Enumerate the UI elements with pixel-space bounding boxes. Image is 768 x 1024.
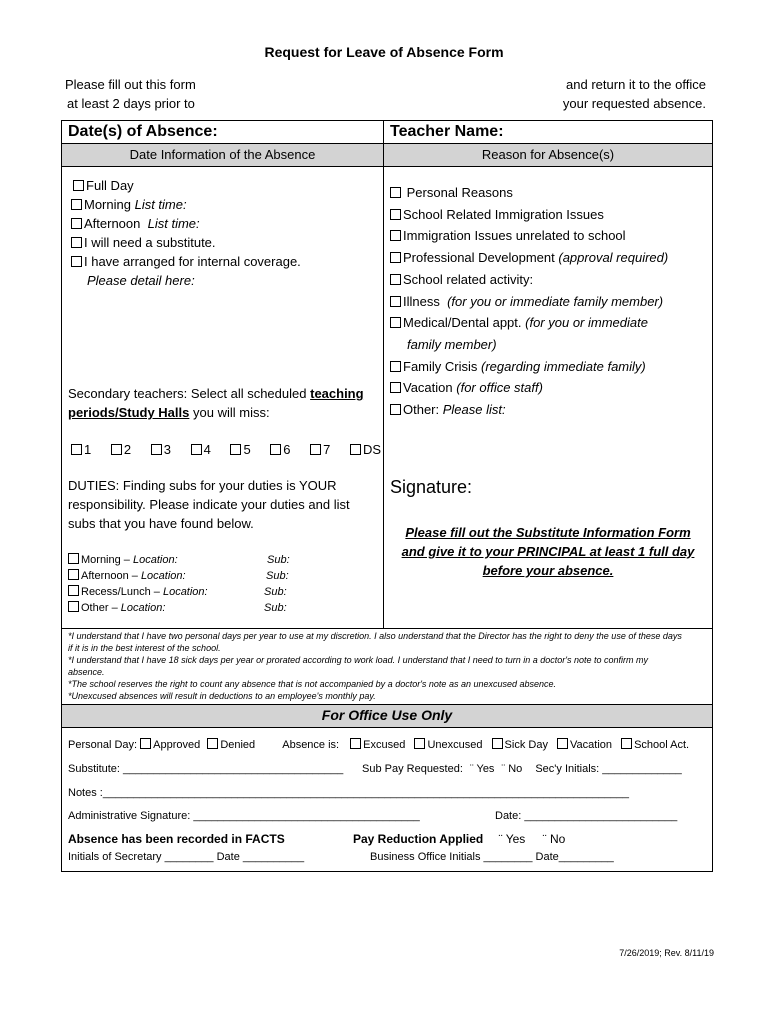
divider xyxy=(62,628,712,629)
period-7[interactable]: 7 xyxy=(310,442,330,457)
business-office-initials-field[interactable]: Business Office Initials ________ Date_________ xyxy=(370,851,614,863)
sub-pay-requested: Sub Pay Requested: ¨ Yes ¨ No Sec'y Initials: _____________ xyxy=(362,763,682,775)
checkbox[interactable] xyxy=(71,218,82,229)
reason-personal[interactable]: Personal Reasons xyxy=(390,182,668,204)
office-row-2 xyxy=(68,761,343,777)
intro-right xyxy=(563,75,706,113)
vacation-option[interactable]: Vacation xyxy=(557,739,612,751)
unexcused-option[interactable]: Unexcused xyxy=(414,739,482,751)
period-3[interactable]: 3 xyxy=(151,442,171,457)
morning-option[interactable]: Morning List time: xyxy=(71,195,301,214)
duty-morning[interactable]: Morning – Location: Sub: xyxy=(68,552,368,568)
school-act-option[interactable]: School Act. xyxy=(621,739,689,751)
form-frame xyxy=(61,120,713,872)
checkbox[interactable] xyxy=(71,256,82,267)
substitute-notice: Please fill out the Substitute Information Form and give it to your PRINCIPAL at least 1 full day before your absence. xyxy=(401,525,695,578)
period-6[interactable]: 6 xyxy=(270,442,290,457)
intro-right-line1: and return it to the office xyxy=(566,77,706,92)
period-1[interactable]: 1 xyxy=(71,442,91,457)
intro-left-line1: Please fill out this form xyxy=(65,77,196,92)
period-4[interactable]: 4 xyxy=(191,442,211,457)
secretary-initials-field[interactable]: Initials of Secretary ________ Date __________ xyxy=(68,851,305,863)
sick-day-option[interactable]: Sick Day xyxy=(492,739,548,751)
checkbox[interactable] xyxy=(71,237,82,248)
duty-other[interactable]: Other – Location: Sub: xyxy=(68,600,368,616)
teacher-name-label: Teacher Name: xyxy=(390,123,504,140)
dates-of-absence-label: Date(s) of Absence: xyxy=(68,123,218,140)
reason-medical-cont: family member) xyxy=(407,336,497,352)
signature-label: Signature: xyxy=(390,477,473,497)
duties-list xyxy=(68,552,368,616)
intro-right-line2: your requested absence. xyxy=(562,96,706,111)
reason-school-activity[interactable]: School related activity: xyxy=(390,269,668,291)
secondary-teachers-text: Secondary teachers: Select all scheduled teaching periods/Study Halls you will miss: xyxy=(68,386,364,420)
afternoon-option[interactable]: Afternoon List time: xyxy=(71,214,301,233)
divider xyxy=(62,166,712,167)
checkbox[interactable] xyxy=(73,180,84,191)
excused-option[interactable]: Excused xyxy=(350,739,405,751)
reason-illness[interactable]: Illness (for you or immediate family member) xyxy=(390,291,668,313)
divider xyxy=(62,727,712,728)
sub-pay-no[interactable]: ¨ No xyxy=(501,763,523,775)
duty-afternoon[interactable]: Afternoon – Location: Sub: xyxy=(68,568,368,584)
secy-initials-field[interactable]: Sec'y Initials: _____________ xyxy=(535,763,682,775)
date-info-header: Date Information of the Absence xyxy=(129,147,316,162)
detail-label: Please detail here: xyxy=(87,273,195,288)
sub-pay-yes[interactable]: ¨ Yes xyxy=(469,763,495,775)
periods-row xyxy=(71,440,381,459)
admin-signature-field[interactable]: Administrative Signature: _____________________________________ xyxy=(68,810,420,822)
pay-reduction-row: Pay Reduction Applied ¨ Yes ¨ No xyxy=(353,832,566,846)
duties-text: DUTIES: Finding subs for your duties is YOUR responsibility. Please indicate your duties and list subs that you have found below. xyxy=(68,478,350,531)
reason-vacation[interactable]: Vacation (for office staff) xyxy=(390,377,668,399)
reason-family[interactable]: Family Crisis (regarding immediate family) xyxy=(390,356,668,378)
intro-left-line2: at least 2 days prior to xyxy=(67,96,195,111)
date-field[interactable]: Date: _________________________ xyxy=(495,810,678,822)
period-5[interactable]: 5 xyxy=(230,442,250,457)
substitute-field[interactable]: Substitute: ____________________________________ xyxy=(68,763,344,775)
policy-notes: *I understand that I have two personal days per year to use at my discretion. I also understand that the Director has the right to deny the use of these days if it is in the best interest of the school. *I understand that I have 18 sick days per year or prorated according to work load. I understand that I need to turn in a doctor's note to confirm my absence. *The school reserves the right to count any absence that is not accompanied by a doctor's note as an unexcused absence. *Unexcused absences will result in deductions to an employee's monthly pay. xyxy=(68,631,682,701)
reason-school-immigration[interactable]: School Related Immigration Issues xyxy=(390,204,668,226)
office-use-heading: For Office Use Only xyxy=(321,707,453,723)
reason-prof-dev[interactable]: Professional Development (approval required) xyxy=(390,247,668,269)
intro-left xyxy=(65,75,196,113)
recorded-in-facts: Absence has been recorded in FACTS xyxy=(68,832,285,846)
reason-other[interactable]: Other: Please list: xyxy=(390,399,668,421)
notes-field[interactable]: Notes :______________________________________________________________________________________ xyxy=(68,787,629,799)
date-options xyxy=(71,176,301,290)
revision-date: 7/26/2019; Rev. 8/11/19 xyxy=(619,948,714,958)
approved-option[interactable]: Approved xyxy=(140,739,200,751)
reason-options xyxy=(390,182,668,421)
period-2[interactable]: 2 xyxy=(111,442,131,457)
reason-medical[interactable]: Medical/Dental appt. (for you or immediate xyxy=(390,312,668,334)
internal-coverage-option[interactable]: I have arranged for internal coverage. xyxy=(71,252,301,271)
pay-reduction-no[interactable]: ¨ No xyxy=(542,832,566,846)
reason-immigration-unrelated[interactable]: Immigration Issues unrelated to school xyxy=(390,225,668,247)
duty-recess[interactable]: Recess/Lunch – Location: Sub: xyxy=(68,584,368,600)
period-ds[interactable]: DS xyxy=(350,442,381,457)
pay-reduction-yes[interactable]: ¨ Yes xyxy=(498,832,526,846)
checkbox[interactable] xyxy=(71,199,82,210)
substitute-option[interactable]: I will need a substitute. xyxy=(71,233,301,252)
denied-option[interactable]: Denied xyxy=(207,739,255,751)
full-day-option[interactable]: Full Day xyxy=(71,176,301,195)
office-row-1: Personal Day: Approved Denied Absence is: Excused Unexcused Sick Day Vacation School Act. xyxy=(68,739,690,751)
reason-header: Reason for Absence(s) xyxy=(481,147,615,162)
form-title: Request for Leave of Absence Form xyxy=(264,44,504,60)
